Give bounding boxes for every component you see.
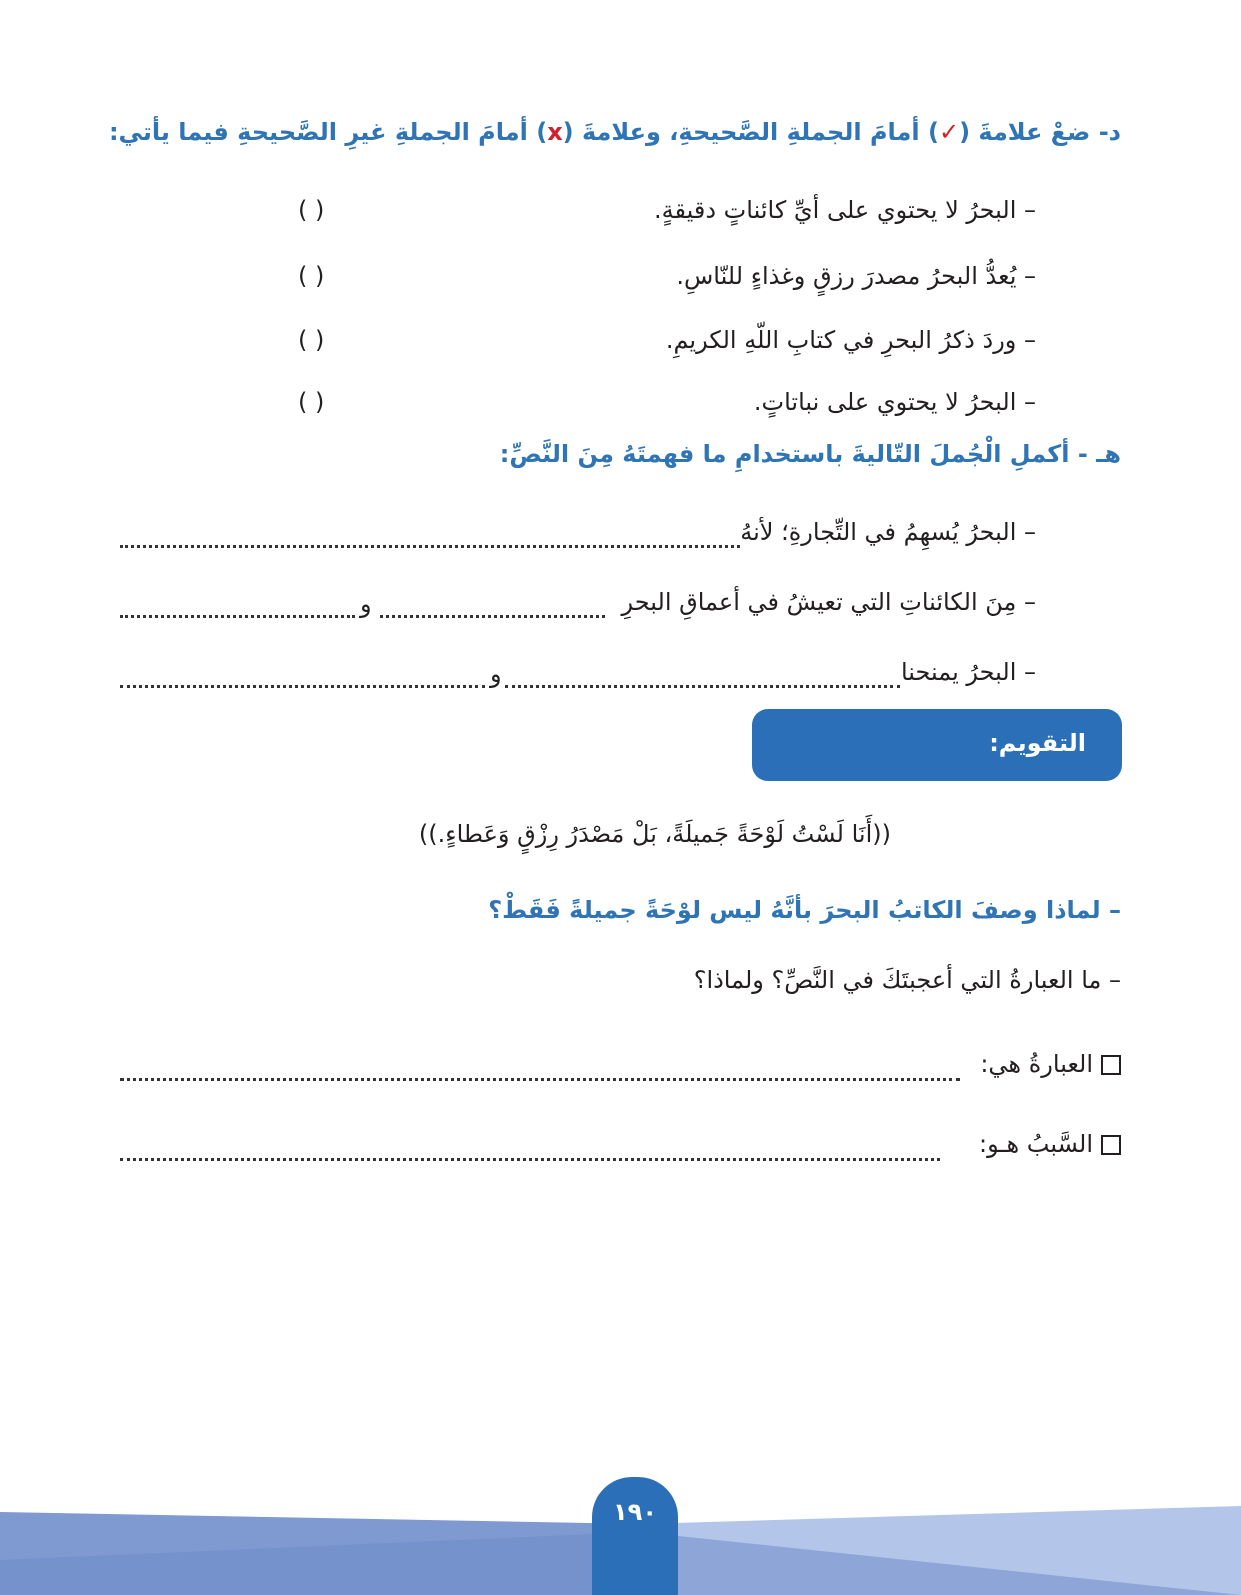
section-d-title-middle: ) أمامَ الجملةِ الصَّحيحةِ، وعلامةَ ( bbox=[562, 118, 939, 146]
answer-blank-1[interactable]: ( ) bbox=[298, 196, 325, 224]
question-favorite-phrase: – ما العبارةُ التي أعجبتَكَ في النَّصِّ؟ ولماذا؟ bbox=[693, 966, 1121, 994]
answer-blank-2[interactable]: ( ) bbox=[298, 262, 325, 290]
quote-text: ((أَنَا لَسْتُ لَوْحَةً جَميلَةً، بَلْ مَصْدَرُ رِزْقٍ وَعَطاءٍ.)) bbox=[418, 820, 891, 848]
complete-item-1: – البحرُ يُسهِمُ في التِّجارةِ؛ لأنهُ bbox=[740, 518, 1036, 546]
true-false-item-4: – البحرُ لا يحتوي على نباتاتٍ. bbox=[753, 388, 1036, 416]
x-mark-icon: x bbox=[547, 118, 563, 146]
fill-blank-2b[interactable] bbox=[120, 615, 355, 618]
answer-phrase-label: العبارةُ هي: bbox=[980, 1050, 1093, 1078]
fill-blank-3a[interactable] bbox=[505, 685, 900, 688]
check-mark-icon: ✓ bbox=[938, 118, 960, 146]
true-false-item-2: – يُعدُّ البحرُ مصدرَ رزقٍ وغذاءٍ للنّاسِ. bbox=[676, 262, 1036, 290]
page-number: ١٩٠ bbox=[592, 1477, 678, 1595]
fill-blank-1[interactable] bbox=[120, 545, 740, 548]
answer-reason-label: السَّببُ هـو: bbox=[979, 1130, 1093, 1158]
conjunction-and-1: و bbox=[360, 590, 372, 618]
question-why: – لماذا وصفَ الكاتبُ البحرَ بأنَّهُ ليس لوْحَةً جميلةً فَقَطْ؟ bbox=[488, 896, 1121, 924]
evaluation-header bbox=[752, 709, 1122, 781]
answer-reason-blank[interactable] bbox=[120, 1158, 940, 1161]
complete-item-3: – البحرُ يمنحنا bbox=[900, 658, 1036, 686]
answer-phrase-blank[interactable] bbox=[120, 1078, 960, 1081]
conjunction-and-2: و bbox=[490, 660, 502, 688]
answer-blank-4[interactable]: ( ) bbox=[298, 388, 325, 416]
checkbox-icon[interactable] bbox=[1101, 1135, 1121, 1155]
answer-blank-3[interactable]: ( ) bbox=[298, 326, 325, 354]
section-d-title-prefix: د- ضعْ علامةَ ( bbox=[959, 118, 1121, 146]
section-d-title-suffix: ) أمامَ الجملةِ غيرِ الصَّحيحةِ فيما يأتي: bbox=[108, 118, 548, 146]
true-false-item-1: – البحرُ لا يحتوي على أيِّ كائناتٍ دقيقةٍ. bbox=[654, 196, 1036, 224]
complete-item-2: – مِنَ الكائناتِ التي تعيشُ في أعماقِ البحرِ bbox=[621, 588, 1036, 616]
section-h-title: هـ - أكملِ الْجُملَ التّاليةَ باستخدامِ ما فهمتَهُ مِنَ النَّصِّ: bbox=[499, 440, 1121, 468]
true-false-item-3: – وردَ ذكرُ البحرِ في كتابِ اللّهِ الكريمِ. bbox=[665, 326, 1036, 354]
fill-blank-2a[interactable] bbox=[380, 615, 605, 618]
section-d-title bbox=[109, 118, 1121, 146]
evaluation-label: التقويم: bbox=[989, 729, 1086, 757]
fill-blank-3b[interactable] bbox=[120, 685, 485, 688]
checkbox-icon[interactable] bbox=[1101, 1055, 1121, 1075]
answer-reason-row bbox=[979, 1130, 1121, 1158]
answer-phrase-row bbox=[980, 1050, 1121, 1078]
